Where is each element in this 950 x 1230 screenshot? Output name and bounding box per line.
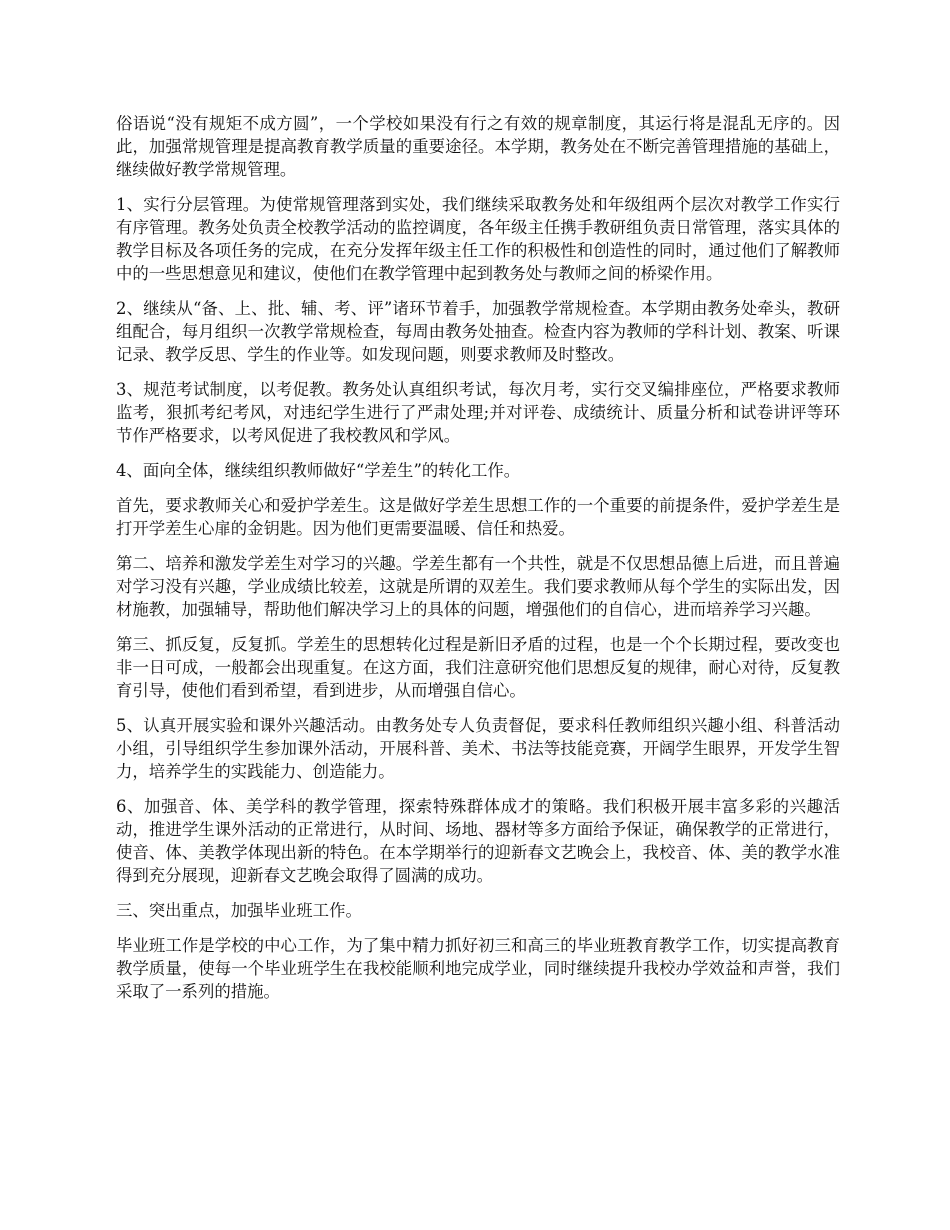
paragraph-item-5: 5、认真开展实验和课外兴趣活动。由教务处专人负责督促，要求科任教师组织兴趣小组、科普活动小组，引导组织学生参加课外活动，开展科普、美术、书法等技能竞赛，开阔学生眼界，开发学生智力，培养学生的实践能力、创造能力。 — [116, 716, 840, 781]
paragraph-first: 首先，要求教师关心和爱护学差生。这是做好学差生思想工作的一个重要的前提条件，爱护学差生是打开学差生心扉的金钥匙。因为他们更需要温暖、信任和热爱。 — [116, 496, 840, 538]
paragraph-item-3: 3、规范考试制度，以考促教。教务处认真组织考试，每次月考，实行交叉编排座位，严格要求教师监考，狠抓考纪考风，对违纪学生进行了严肃处理;并对评卷、成绩统计、质量分析和试卷讲评等环节作严格要求，以考风促进了我校教风和学风。 — [116, 380, 840, 445]
section-heading-3: 三、突出重点，加强毕业班工作。 — [116, 901, 362, 920]
paragraph-second: 第二、培养和激发学差生对学习的兴趣。学差生都有一个共性，就是不仅思想品德上后进，而且普遍对学习没有兴趣，学业成绩比较差，这就是所谓的双差生。我们要求教师从每个学生的实际出发，因材施教，加强辅导，帮助他们解决学习上的具体的问题，增强他们的自信心，进而培养学习兴趣。 — [116, 554, 840, 619]
paragraph-item-1: 1、实行分层管理。为使常规管理落到实处，我们继续采取教务处和年级组两个层次对教学工作实行有序管理。教务处负责全校教学活动的监控调度，各年级主任携手教研组负责日常管理，落实具体的教学目标及各项任务的完成，在充分发挥年级主任工作的积极性和创造性的同时，通过他们了解教师中的一些思想意见和建议，使他们在教学管理中起到教务处与教师之间的桥梁作用。 — [116, 195, 840, 283]
paragraph-graduating-class: 毕业班工作是学校的中心工作，为了集中精力抓好初三和高三的毕业班教育教学工作，切实提高教育教学质量，使每一个毕业班学生在我校能顺利地完成学业，同时继续提升我校办学效益和声誉，我们采取了一系列的措施。 — [116, 936, 840, 1001]
paragraph-item-2: 2、继续从“备、上、批、辅、考、评”诸环节着手，加强教学常规检查。本学期由教务处牵头，教研组配合，每月组织一次教学常规检查，每周由教务处抽查。检查内容为教师的学科计划、教案、听课记录、教学反思、学生的作业等。如发现问题，则要求教师及时整改。 — [116, 299, 840, 364]
paragraph-item-6: 6、加强音、体、美学科的教学管理，探索特殊群体成才的策略。我们积极开展丰富多彩的兴趣活动，推进学生课外活动的正常进行，从时间、场地、器材等多方面给予保证，确保教学的正常进行，使音、体、美教学体现出新的特色。在本学期举行的迎新春文艺晚会上，我校音、体、美的教学水准得到充分展现，迎新春文艺晚会取得了圆满的成功。 — [116, 797, 840, 885]
paragraph-third: 第三、抓反复，反复抓。学差生的思想转化过程是新旧矛盾的过程，也是一个个长期过程，要改变也非一日可成，一般都会出现重复。在这方面，我们注意研究他们思想反复的规律，耐心对待，反复教育引导，使他们看到希望，看到进步，从而增强自信心。 — [116, 635, 840, 700]
paragraph-item-4: 4、面向全体，继续组织教师做好“学差生”的转化工作。 — [116, 461, 521, 480]
document-body — [116, 112, 840, 1015]
paragraph-intro: 俗语说“没有规矩不成方圆”，一个学校如果没有行之有效的规章制度，其运行将是混乱无序的。因此，加强常规管理是提高教育教学质量的重要途径。本学期，教务处在不断完善管理措施的基础上，继续做好教学常规管理。 — [116, 114, 840, 179]
